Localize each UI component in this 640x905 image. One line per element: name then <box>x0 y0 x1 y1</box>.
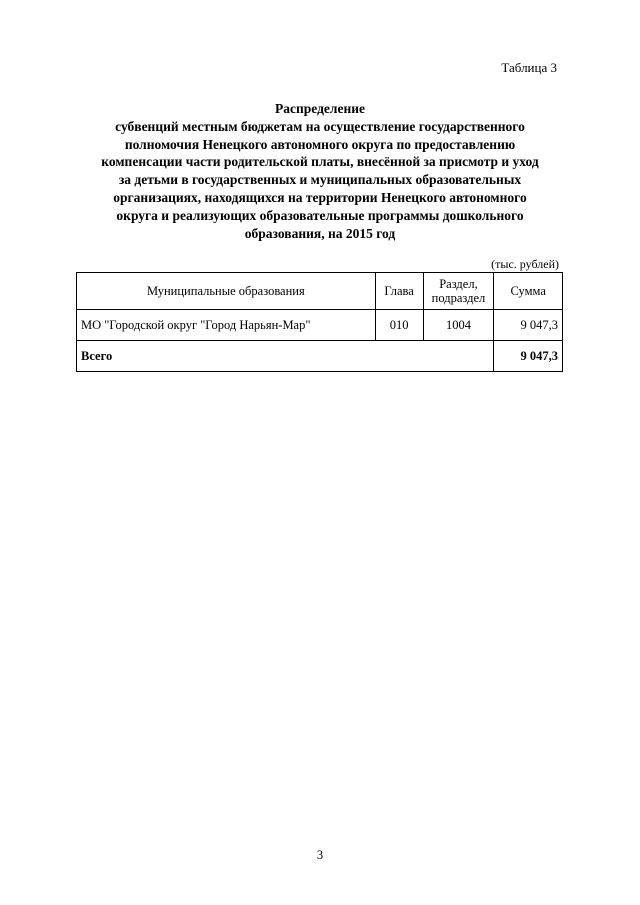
cell-sum: 9 047,3 <box>494 310 563 341</box>
title-line: субвенций местным бюджетам на осуществление государственного <box>115 118 525 134</box>
header-section-line2: подраздел <box>431 291 486 305</box>
table-label: Таблица 3 <box>501 60 557 75</box>
header-sum: Сумма <box>494 273 563 310</box>
title-line: округа и реализующих образовательные программы дошкольного <box>116 207 524 223</box>
title-line: за детьми в государственных и муниципальных образовательных <box>118 172 522 188</box>
header-section-line1: Раздел, <box>439 277 478 291</box>
table-header-row <box>77 273 563 310</box>
title-line: Распределение <box>274 101 366 116</box>
distribution-table <box>76 272 563 372</box>
header-section <box>423 273 494 310</box>
title-line: организациях, находящихся на территории Ненецкого автономного <box>113 189 527 205</box>
total-row <box>77 341 563 372</box>
document-title <box>70 100 570 242</box>
cell-municipality: МО "Городской округ "Город Нарьян-Мар" <box>77 310 376 341</box>
cell-section: 1004 <box>423 310 494 341</box>
page-number: 3 <box>316 848 324 862</box>
title-line: образования, на 2015 год <box>244 225 396 241</box>
cell-chapter: 010 <box>375 310 423 341</box>
units-note: (тыс. рублей) <box>491 257 559 271</box>
table-row <box>77 310 563 341</box>
total-sum: 9 047,3 <box>494 341 563 372</box>
header-chapter: Глава <box>375 273 423 310</box>
header-municipality: Муниципальные образования <box>77 273 376 310</box>
title-line: компенсации части родительской платы, внесённой за присмотр и уход <box>101 154 539 170</box>
total-label: Всего <box>77 341 494 372</box>
title-line: полномочия Ненецкого автономного округа по предоставлению <box>124 136 516 152</box>
